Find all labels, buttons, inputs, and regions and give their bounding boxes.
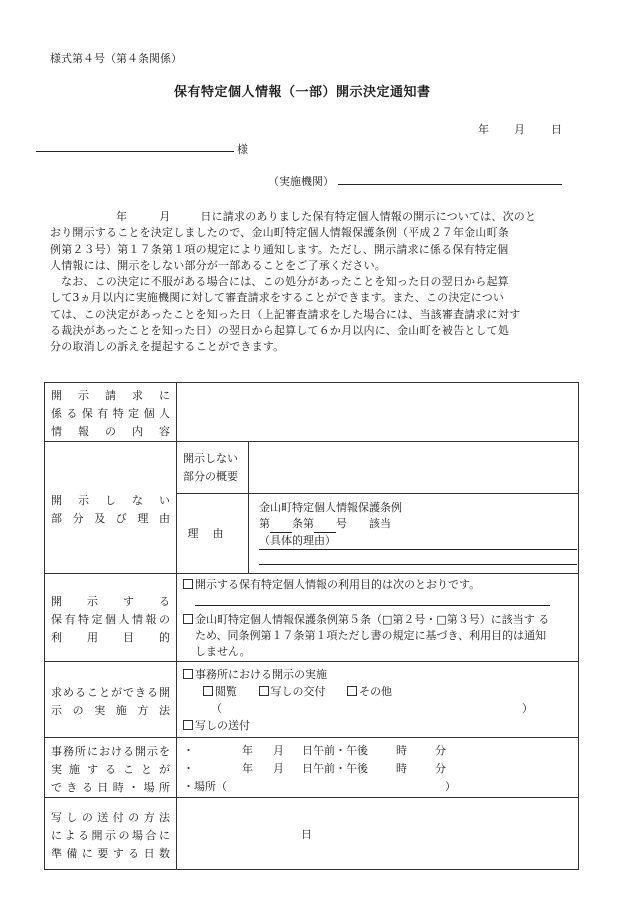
value-method xyxy=(177,662,579,738)
checkbox-icon[interactable] xyxy=(183,579,193,589)
label-purpose: 開示する 保有特定個人情報の 利用目的 xyxy=(45,574,177,662)
value-request-content[interactable] xyxy=(177,383,579,442)
label-method: 求めることができる開 示の実施方法 xyxy=(45,662,177,738)
body-line-7: ては、この決定があったことを知った日（上記審査請求をした場合には、当該審査請求に対す xyxy=(50,307,521,321)
method-office[interactable]: 事務所における開示の実施 xyxy=(183,666,574,683)
body-line-9: 分の取消しの訴えを提起することができます。 xyxy=(50,340,285,354)
purpose-withhold-line-2: ため、同条例第１７条第１項ただし書の規定に基づき、利用目的は通知 xyxy=(195,629,547,642)
purpose-text-line[interactable] xyxy=(195,593,550,606)
value-purpose xyxy=(177,574,579,662)
body-line-6: して3ヵ月以内に実施機関に対して審査請求をすることができます。また、この決定につい xyxy=(50,291,505,305)
method-sub-options xyxy=(183,683,574,700)
implementing-agency-label: （実施機関） xyxy=(268,175,334,188)
body-line-4: 人情報には、開示をしない部分が一部あることをご了承ください。 xyxy=(50,258,386,272)
date-day: 日 xyxy=(551,123,562,136)
body-line-3: 例第２３号）第１７条第１項の規定により通知します。ただし、開示請求に係る保有特定個 xyxy=(50,242,509,256)
checkbox-icon[interactable] xyxy=(259,686,269,696)
date-month: 月 xyxy=(514,123,525,136)
checkbox-icon[interactable] xyxy=(203,686,213,696)
value-reason[interactable] xyxy=(249,494,579,574)
purpose-option-notify[interactable]: 開示する保有特定個人情報の利用目的は次のとおりです。 xyxy=(183,577,574,593)
disclosure-form-table xyxy=(44,382,579,870)
body-line-1: 年 月 日に請求のありました保有特定個人情報の開示については、次のと xyxy=(116,210,537,223)
row-purpose xyxy=(45,574,579,662)
option-other[interactable]: その他 xyxy=(359,685,392,698)
label-nondisclosed-part: 開示しない 部分及び理由 xyxy=(45,442,177,574)
option-view[interactable]: 閲覧 xyxy=(215,685,237,698)
body-line-8: る裁決があったことを知った日）の翌日から起算して６か月以内に、金山町を被告として処 xyxy=(50,324,510,338)
purpose-withhold-line-3: しません。 xyxy=(195,645,251,658)
notice-body xyxy=(50,209,580,356)
label-request-content: 開示請求に 係る保有特定個人 情報の内容 xyxy=(45,383,177,442)
specific-reason-line[interactable] xyxy=(259,550,577,565)
method-other-detail[interactable]: （ ） xyxy=(211,702,533,715)
row-method xyxy=(45,662,579,738)
document-title: 保有特定個人情報（一部）開示決定通知書 xyxy=(174,85,431,100)
value-nondisclosed-summary[interactable] xyxy=(249,442,579,494)
row-request-content xyxy=(45,383,579,442)
label-datetime-place: 事務所における開示を 実施することが できる日時・場所 xyxy=(45,738,177,798)
row-datetime-place xyxy=(45,738,579,798)
row-nondisclosed-summary xyxy=(45,442,579,494)
body-line-5: なお、この決定に不服がある場合には、この処分があったことを知った日の翌日から起算 xyxy=(61,275,509,289)
label-preparation-days: 写しの送付の方法 による開示の場合に 準備に要する日数 xyxy=(45,798,177,870)
implementing-agency-line[interactable] xyxy=(338,184,562,185)
datetime-slot-2[interactable]: ・ 年 月 日午前・午後 時 分 xyxy=(183,762,446,775)
date-year: 年 xyxy=(478,123,489,136)
checkbox-icon[interactable] xyxy=(183,614,193,624)
checkbox-icon[interactable] xyxy=(183,720,193,730)
option-copy-delivery[interactable]: 写しの交付 xyxy=(270,685,326,698)
addressee-line[interactable] xyxy=(36,151,234,152)
label-nondisclosed-summary: 開示しない 部分の概要 xyxy=(177,442,249,494)
place[interactable]: ・場所（ ） xyxy=(183,780,456,793)
ordinance-name: 金山町特定個人情報保護条例 xyxy=(259,501,402,514)
datetime-slot-1[interactable]: ・ 年 月 日午前・午後 時 分 xyxy=(183,744,446,757)
specific-reason[interactable]: （具体的理由） xyxy=(259,533,577,550)
label-reason: 理由 xyxy=(177,494,249,574)
form-number: 様式第４号（第４条関係） xyxy=(50,52,182,65)
purpose-option-withhold[interactable]: 金山町特定個人情報保護条例第５条（□第２号・□第３号）に該当す る xyxy=(183,612,574,628)
value-datetime-place[interactable] xyxy=(177,738,579,798)
body-line-2: おり開示することを決定しましたので、金山町特定個人情報保護条例（平成２７年金山町条 xyxy=(50,226,509,240)
method-mail[interactable]: 写しの送付 xyxy=(183,717,574,734)
ordinance-article[interactable]: 第 条第 号 該当 xyxy=(259,516,572,533)
checkbox-icon[interactable] xyxy=(183,669,193,679)
addressee-suffix: 様 xyxy=(237,143,248,156)
row-preparation-days xyxy=(45,798,579,870)
value-preparation-days[interactable]: 日 xyxy=(177,798,579,870)
checkbox-icon[interactable] xyxy=(347,686,357,696)
